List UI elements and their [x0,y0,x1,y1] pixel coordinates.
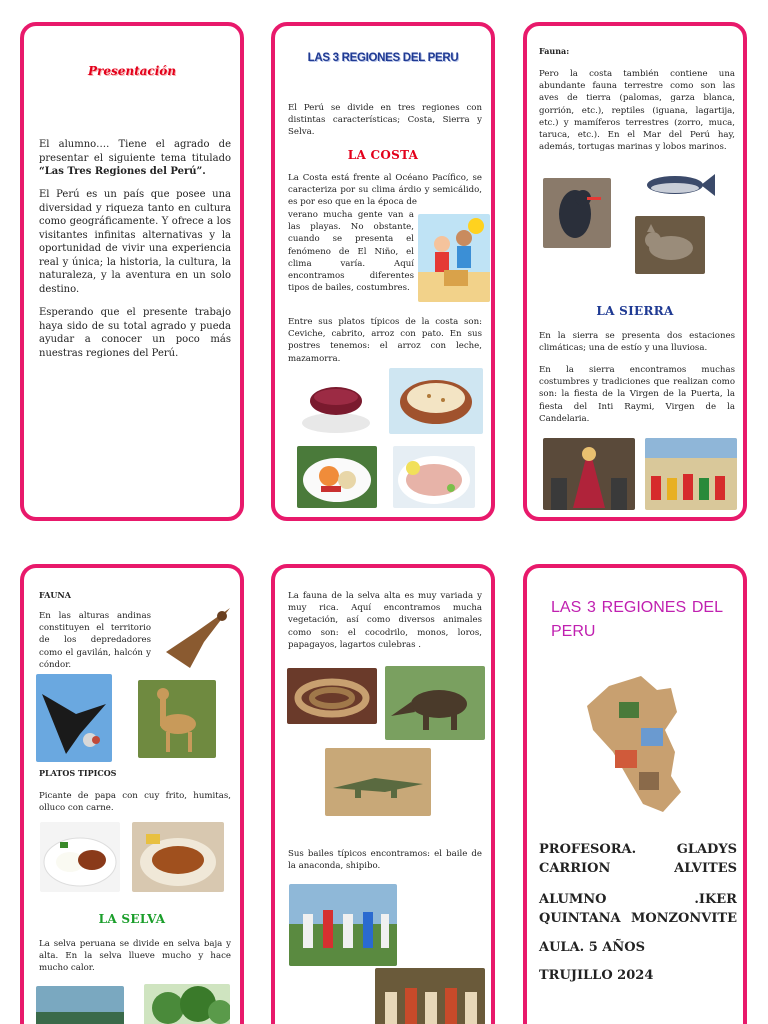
aula-info: AULA. 5 AÑOS [539,940,645,955]
selva-fauna-text: La fauna de la selva alta es muy variada y muy rica. Aquí encontramos mucha vegetación, así como diversos animales como son: el cocodrilo, monos, loros, papagayos, lagartos culebras . [288,591,482,650]
costa-platos: Entre sus platos típicos de la costa son: Ceviche, cabrito, arroz con pato. En sus postres tenemos: el arroz con leche, mazamorra. [288,317,482,364]
ceviche-plate-image [393,446,475,508]
regiones-title: LAS 3 REGIONES DEL PERU [307,52,459,64]
fauna-sierra-text: En las alturas andinas constituyen el territorio de los depredadores como el gavilán, halcón y cóndor. [39,611,151,670]
selva-river-image [36,986,124,1024]
alumno-name: ALUMNO .IKER QUINTANA MONZONVITE [539,892,737,926]
para1-text: El alumno…. Tiene el agrado de presentar el siguiente tema titulado [39,139,231,164]
tuna-fish-image [637,168,717,202]
fox-image [635,216,705,274]
arroz-con-leche-image [389,368,483,434]
selva-heading: LA SELVA [98,912,166,926]
presentacion-para2: El Perú es un país que posee una diversidad y riqueza tanto en cultura como geográficamente. Y ofrece a los visitantes infinitas alternativas y la oportunidad de vivir una experiencia real y única; la historia, la cultura, la naturaleza, y la aventura en un solo destino. [39,189,231,295]
mazamorra-image [297,371,375,441]
sierra-text-1: En la sierra se presenta dos estaciones climáticas; una de estío y una lluviosa. [539,331,735,354]
regiones-intro: El Perú se divide en tres regiones con distintas características; Costa, Sierra y Selva. [288,103,482,138]
inti-raymi-image [645,438,737,510]
hawk-image [160,602,234,674]
selva-text: La selva peruana se divide en selva baja y alta. En la selva llueve mucho y hace mucho calor. [39,939,231,974]
fauna-costa-text: Pero la costa también contiene una abundante fauna terrestre como son las aves de tierra (palomas, garza blanca, gorrión, etc.), reptiles (iguana, lagartija, etc.) y mamíferos terrestres (zorro, muca, taruca, etc.). En el Mar del Perú hay, además, tortugas marinas y lobos marinos. [539,69,735,153]
snake-image [287,668,377,724]
fauna-sierra-label: FAUNA [39,590,71,600]
anteater-image [385,666,485,740]
panel-portada [523,564,747,1024]
selva-bailes-text: Sus bailes típicos encontramos: el baile de la anaconda, shipibo. [288,849,482,872]
selva-forest-image [144,984,230,1024]
vicuna-image [138,680,216,758]
sierra-heading: LA SIERRA [596,304,674,318]
peru-map-image [579,672,691,818]
panel-selva [271,564,495,1024]
sierra-text-2: En la sierra encontramos muchas costumbres y tradiciones que realizan como son: la fiesta de la Virgen de la Puerta, la fiesta del Inti Raymi, Virgen de la Candelaria. [539,365,735,424]
ceviche-image [297,446,377,508]
costa-heading: LA COSTA [347,148,419,162]
panel-presentacion [20,22,244,521]
cuy-frito-image [132,822,224,892]
platos-tipicos-label: PLATOS TIPICOS [39,768,117,778]
costa-text-2: verano mucha gente van a las playas. No obstante, cuando se presenta el fenómeno de El Niño, el clima varía. Aquí encontramos diferentes tipos de bailes, costumbres. [288,210,414,294]
inca-tern-bird-image [543,178,611,248]
costa-text-1: La Costa está frente al Océano Pacífico, se caracteriza por su clima árdio y semicálido, es por eso que en la época de [288,173,482,208]
ciudad-year: TRUJILLO 2024 [539,968,654,983]
para1-bold-title: “Las Tres Regiones del Perú”. [39,166,206,177]
baile-shipibo-image [375,968,485,1024]
panel-sierra [523,22,747,521]
fauna-costa-label: Fauna: [539,46,570,56]
panel-sierra-fauna-selva [20,564,244,1024]
baile-anaconda-image [289,884,397,966]
crocodile-image [325,748,431,816]
condor-image [36,674,112,762]
beach-kids-image [418,214,490,302]
profesora-name: PROFESORA. GLADYS CARRION ALVITES [539,842,737,876]
portada-title: LAS 3 REGIONES DEL PERU [551,599,723,640]
picante-de-papa-image [40,822,120,892]
presentacion-para1 [39,138,231,179]
virgen-puerta-image [543,438,635,510]
panel-costa [271,22,495,521]
platos-tipicos-text: Picante de papa con cuy frito, humitas, olluco con carne. [39,791,231,814]
presentacion-title: Presentación [87,64,176,78]
presentacion-para3: Esperando que el presente trabajo haya sido de su total agrado y pueda ayudar a conocer un poco más nuestras regiones del Perú. [39,307,231,359]
